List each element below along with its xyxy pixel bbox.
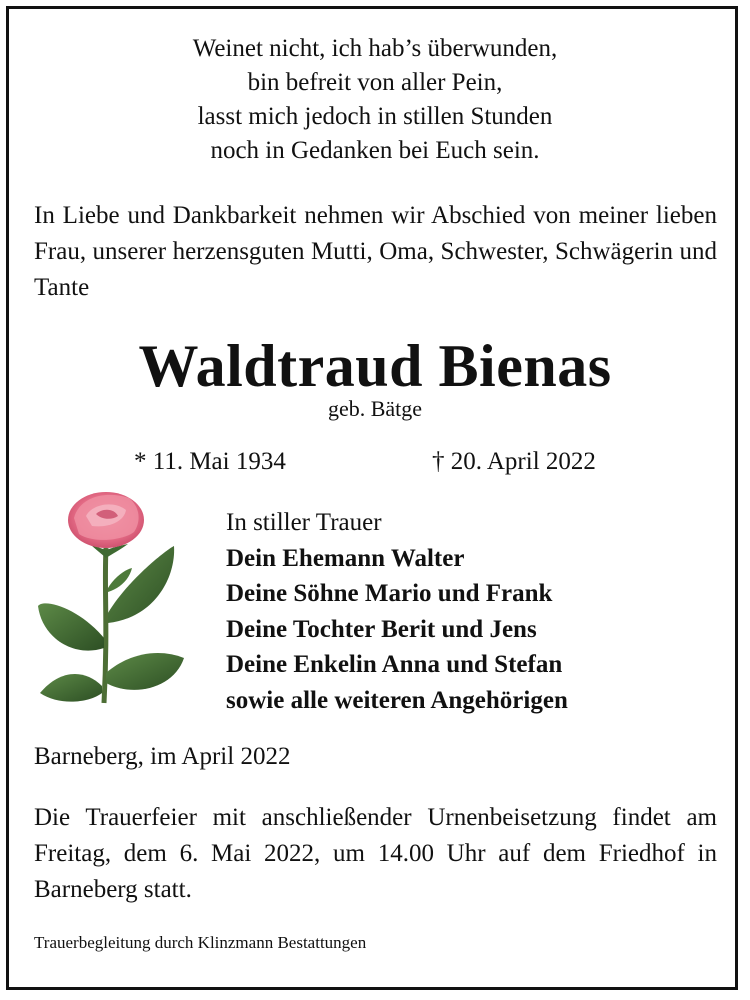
mourner-line: Dein Ehemann Walter: [226, 544, 465, 572]
place-date: Barneberg, im April 2022: [34, 743, 291, 770]
deceased-name: Waldtraud Bienas: [138, 333, 612, 399]
mourner-line: Deine Söhne Mario und Frank: [226, 580, 553, 607]
mourner-line: sowie alle weiteren Angehörigen: [226, 686, 568, 714]
poem-line: noch in Gedanken bei Euch sein.: [210, 137, 540, 164]
birth-date: * 11. Mai 1934: [134, 448, 286, 475]
intro-text: In Liebe und Dankbarkeit nehmen wir Abschied von meiner lieben Frau, unserer herzensguten Mutti, Oma, Schwester, Schwägerin und Tante: [34, 202, 717, 301]
rose-icon: [34, 488, 189, 708]
poem-line: bin befreit von aller Pein,: [247, 69, 503, 96]
mourner-line: Deine Enkelin Anna und Stefan: [226, 651, 563, 678]
mourners-heading: In stiller Trauer: [226, 509, 382, 536]
poem: [0, 32, 750, 168]
funeral-notice: Die Trauerfeier mit anschließender Urnenbeisetzung findet am Freitag, dem 6. Mai 2022, um 14.00 Uhr auf dem Friedhof in Barneberg statt.: [34, 804, 717, 903]
poem-line: Weinet nicht, ich hab’s überwunden,: [192, 35, 558, 62]
death-date: † 20. April 2022: [432, 448, 596, 475]
undertaker-credit: Trauerbegleitung durch Klinzmann Bestattungen: [34, 933, 367, 952]
mourners-list: [226, 505, 706, 718]
maiden-name: geb. Bätge: [327, 396, 423, 421]
mourner-line: Deine Tochter Berit und Jens: [226, 615, 537, 643]
poem-line: lasst mich jedoch in stillen Stunden: [197, 103, 553, 130]
